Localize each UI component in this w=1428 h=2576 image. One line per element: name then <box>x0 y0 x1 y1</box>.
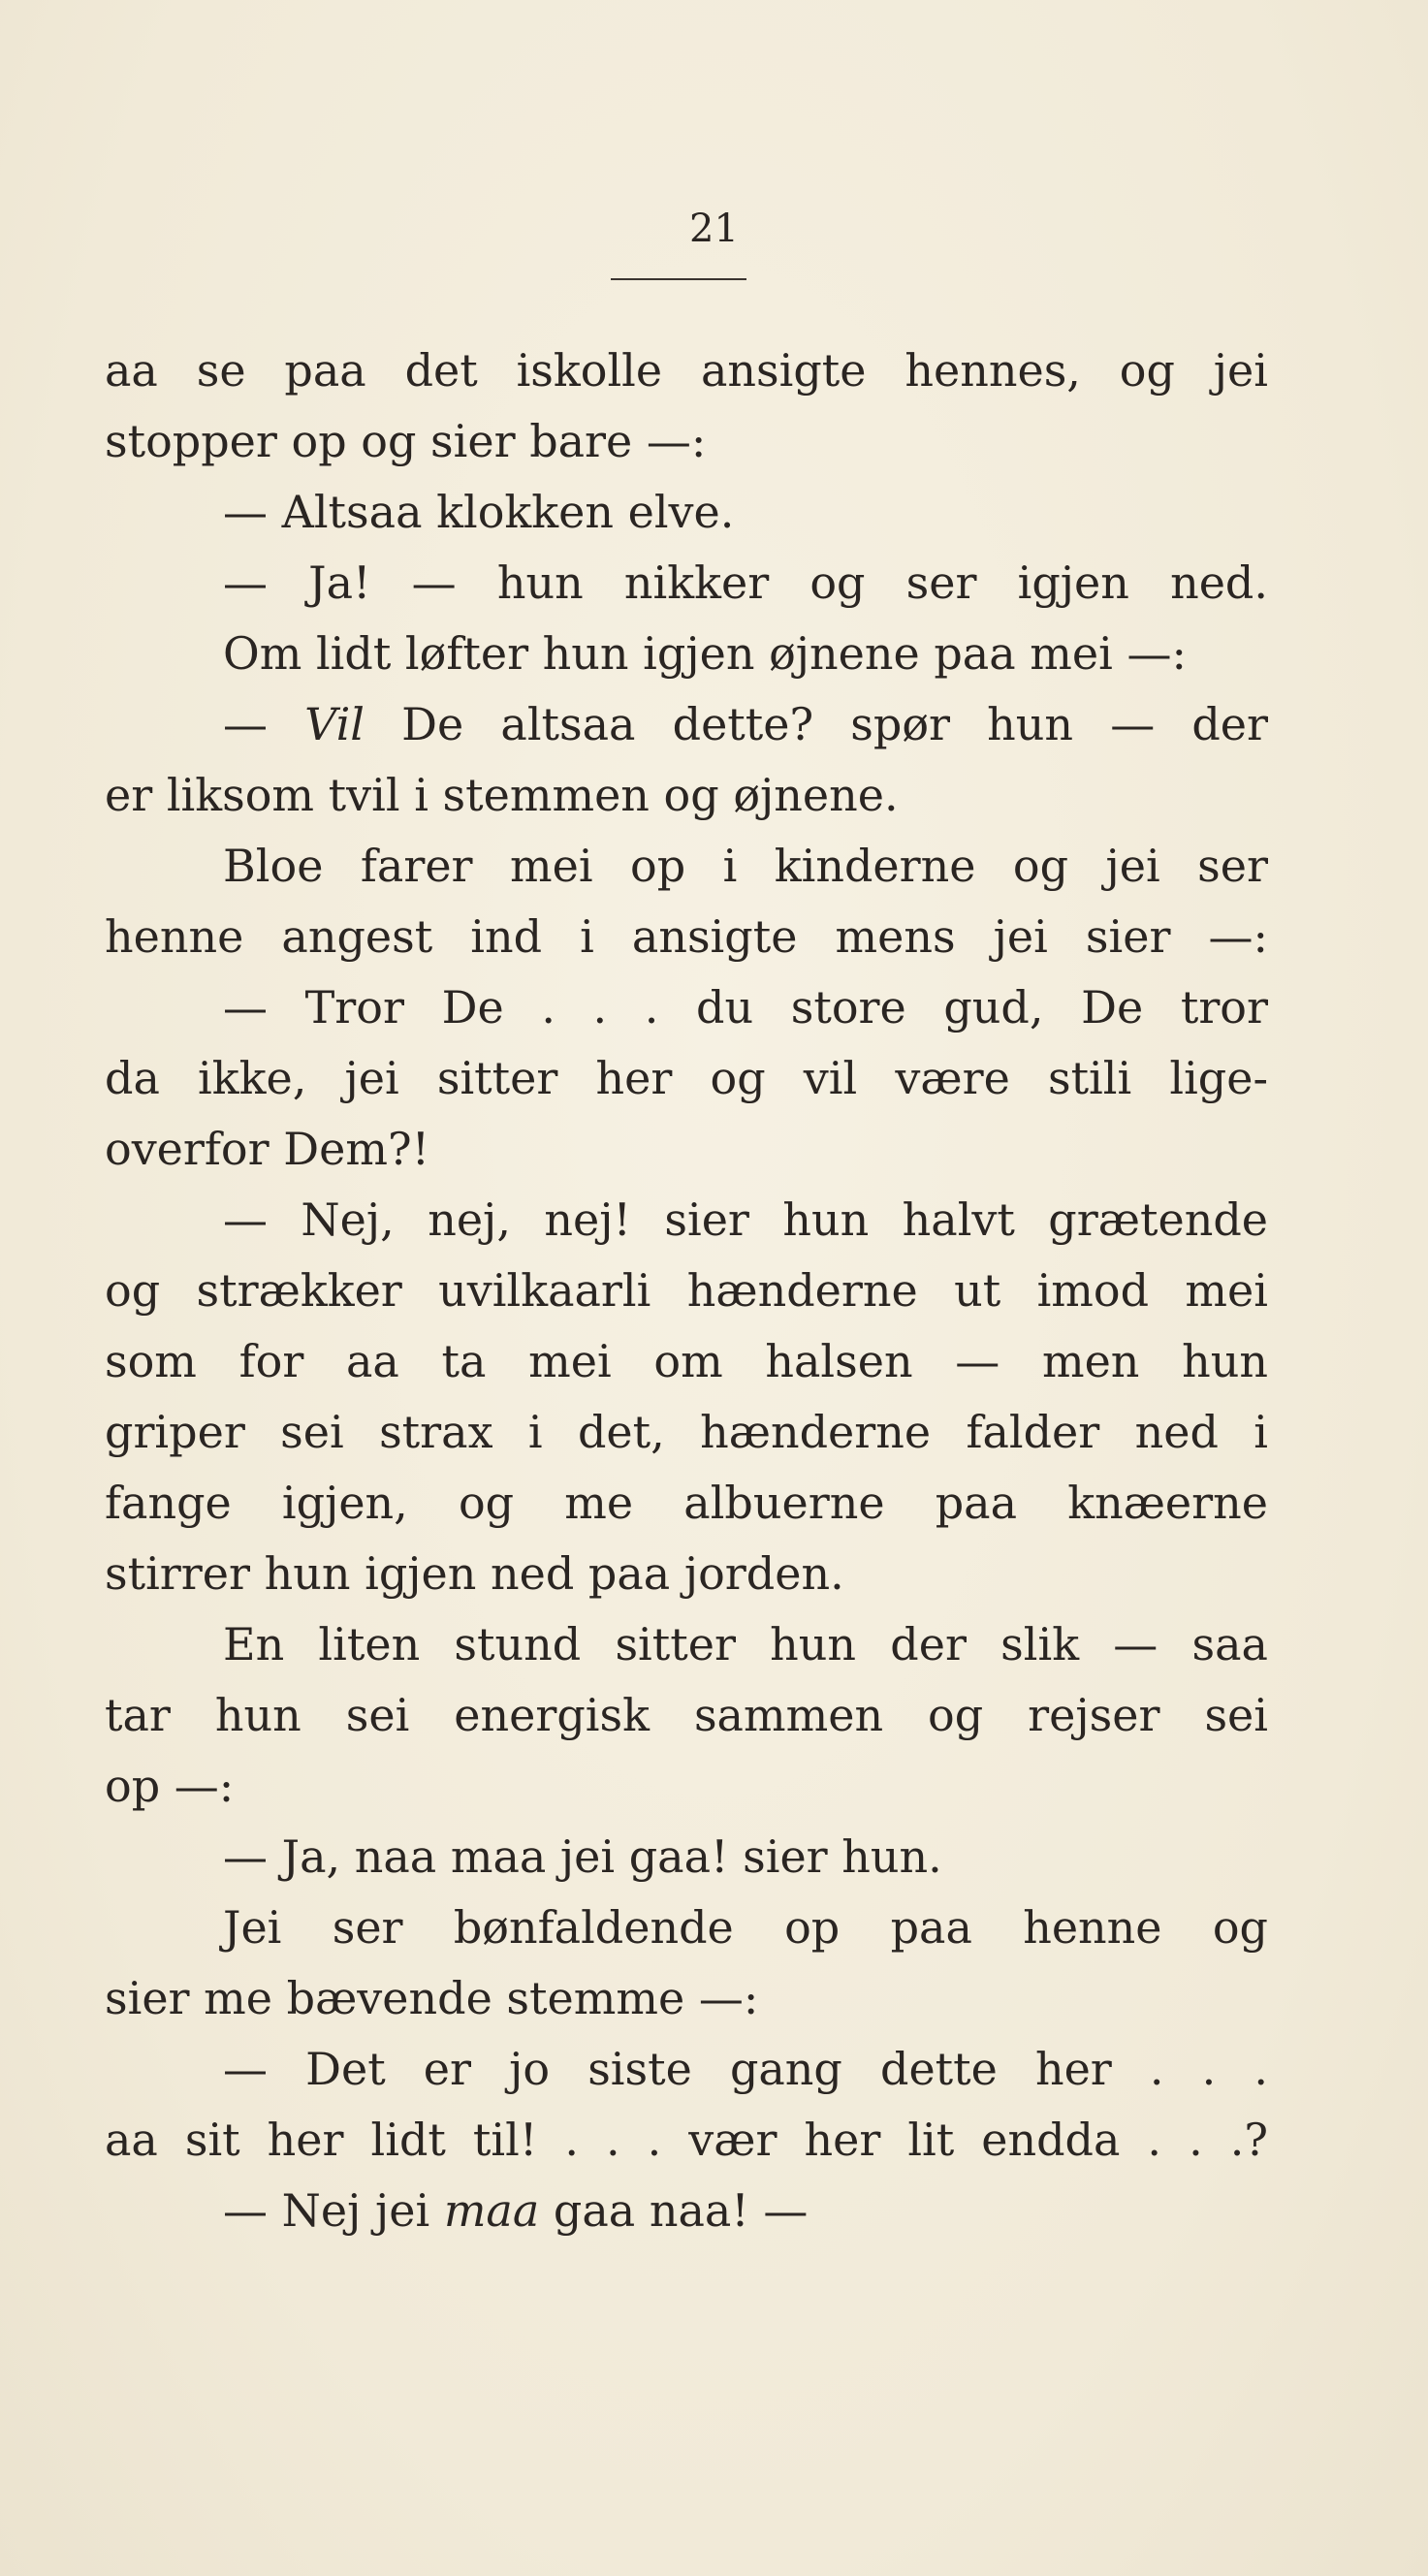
text-line <box>105 2176 1268 2246</box>
page-number: 21 <box>689 207 739 251</box>
text-line: aa se paa det iskolle ansigte hennes, og jei <box>105 344 1268 397</box>
text-line: — Det er jo siste gang dette her . . . <box>223 2043 1268 2095</box>
text-line: — Tror De . . . du store gud, De tror <box>223 981 1268 1034</box>
text-line: Jei ser bønfaldende op paa henne og <box>223 1901 1268 1954</box>
text-line: griper sei strax i det, hænderne falder ned i <box>105 1406 1268 1458</box>
text-line: da ikke, jei sitter her og vil være stili lige- <box>105 1052 1268 1104</box>
italic-word: maa <box>443 2184 540 2237</box>
text-line: Om lidt løfter hun igjen øjnene paa mei —: <box>223 627 1187 680</box>
text-line: og strækker uvilkaarli hænderne ut imod mei <box>105 1264 1268 1317</box>
text-line: er liksom tvil i stemmen og øjnene. <box>105 769 899 821</box>
text-segment: — <box>223 698 305 750</box>
text-line: — Altsaa klokken elve. <box>223 486 735 538</box>
text-segment: De altsaa dette? spør hun — der <box>365 698 1268 750</box>
body-text <box>105 335 1268 2246</box>
text-line: stirrer hun igjen ned paa jorden. <box>105 1547 844 1600</box>
text-line: tar hun sei energisk sammen og rejser sei <box>105 1689 1268 1741</box>
italic-word: Vil <box>304 698 365 750</box>
text-line: fange igjen, og me albuerne paa knæerne <box>105 1477 1268 1529</box>
text-line: En liten stund sitter hun der slik — saa <box>223 1618 1268 1670</box>
text-line <box>105 689 1268 760</box>
header-rule <box>611 278 746 280</box>
text-line: henne angest ind i ansigte mens jei sier —: <box>105 910 1268 963</box>
text-line: stopper op og sier bare —: <box>105 415 707 467</box>
text-line: — Nej, nej, nej! sier hun halvt grætende <box>223 1193 1268 1246</box>
text-line: som for aa ta mei om halsen — men hun <box>105 1335 1268 1387</box>
text-segment: — Nej jei <box>223 2184 444 2237</box>
text-line: — Ja! — hun nikker og ser igjen ned. <box>223 557 1268 609</box>
text-line: op —: <box>105 1760 235 1812</box>
text-line: aa sit her lidt til! . . . vær her lit endda . . .? <box>105 2114 1268 2166</box>
text-segment: gaa naa! — <box>539 2184 809 2237</box>
text-line: Bloe farer mei op i kinderne og jei ser <box>223 840 1268 892</box>
text-line: — Ja, naa maa jei gaa! sier hun. <box>223 1830 942 1883</box>
text-line: overfor Dem?! <box>105 1123 430 1175</box>
text-line: sier me bævende stemme —: <box>105 1972 759 2024</box>
